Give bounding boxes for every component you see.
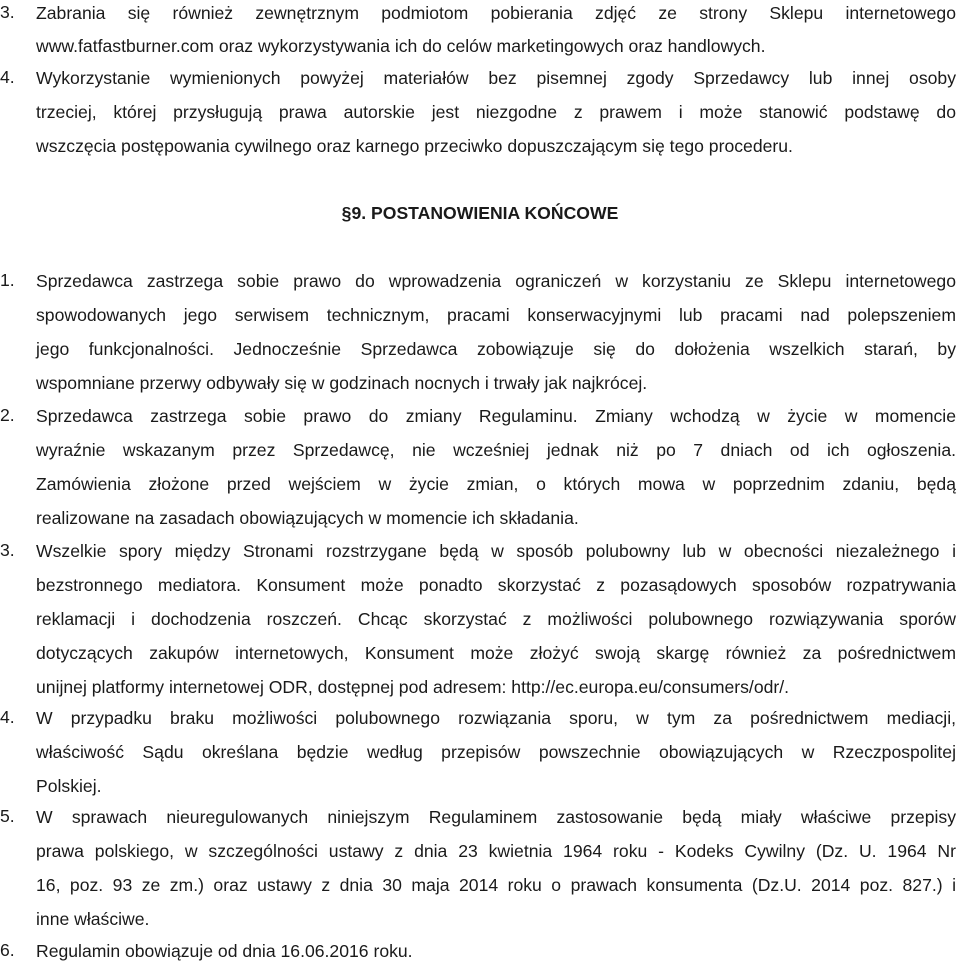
item-number: 3. [0, 2, 15, 22]
item-line: Polskiej. [36, 776, 102, 796]
item-line: Sprzedawca zastrzega sobie prawo do wprowadzenia ograniczeń w korzystaniu ze Sklepu internetowego [36, 271, 956, 291]
item-number: 4. [0, 707, 15, 727]
item-line: 16, poz. 93 ze zm.) oraz ustawy z dnia 30 maja 2014 roku o prawach konsumenta (Dz.U. 2014 poz. 827.) i [36, 875, 956, 895]
item-line: W sprawach nieuregulowanych niniejszym Regulaminem zastosowanie będą miały właściwe przepisy [36, 807, 956, 827]
item-line: Wykorzystanie wymienionych powyżej materiałów bez pisemnej zgody Sprzedawcy lub innej osoby [36, 68, 956, 88]
item-line: Regulamin obowiązuje od dnia 16.06.2016 roku. [36, 941, 413, 961]
item-number: 3. [0, 540, 15, 560]
item-line: realizowane na zasadach obowiązujących w momencie ich składania. [36, 508, 579, 528]
item-number: 6. [0, 940, 15, 960]
item-line: Zamówienia złożone przed wejściem w życie zmian, o których mowa w poprzednim zdaniu, będą [36, 474, 956, 494]
section-heading: §9. POSTANOWIENIA KOŃCOWE [341, 203, 619, 223]
item-number: 2. [0, 405, 15, 425]
item-line: W przypadku braku możliwości polubownego rozwiązania sporu, w tym za pośrednictwem mediacji, [36, 708, 956, 728]
item-line: wyraźnie wskazanym przez Sprzedawcę, nie wcześniej jednak niż po 7 dniach od ich ogłoszenia. [36, 440, 956, 460]
item-number: 4. [0, 67, 15, 87]
item-number: 1. [0, 270, 15, 290]
item-number: 5. [0, 806, 15, 826]
item-line: wszczęcia postępowania cywilnego oraz karnego przeciwko dopuszczającym się tego procederu. [36, 136, 793, 156]
item-line: wspomniane przerwy odbywały się w godzinach nocnych i trwały jak najkrócej. [36, 373, 648, 393]
item-line: bezstronnego mediatora. Konsument może ponadto skorzystać z pozasądowych sposobów rozpatrywania [36, 575, 956, 595]
item-line: dotyczących zakupów internetowych, Konsument może złożyć swoją skargę również za pośrednictwem [36, 643, 956, 663]
item-line: Wszelkie spory między Stronami rozstrzygane będą w sposób polubowny lub w obecności niezależnego i [36, 541, 956, 561]
item-line: spowodowanych jego serwisem technicznym, pracami konserwacyjnymi lub pracami nad polepszeniem [36, 305, 956, 325]
item-line: inne właściwe. [36, 909, 150, 929]
item-line: trzeciej, której przysługują prawa autorskie jest niezgodne z prawem i może stanowić podstawę do [36, 102, 956, 122]
item-line: właściwość Sądu określana będzie według przepisów powszechnie obowiązujących w Rzeczpospolitej [36, 742, 956, 762]
item-line: www.fatfastburner.com oraz wykorzystywania ich do celów marketingowych oraz handlowych. [36, 36, 766, 56]
item-line: prawa polskiego, w szczególności ustawy z dnia 23 kwietnia 1964 roku - Kodeks Cywilny (Dz. U. 1964 Nr [36, 841, 956, 861]
item-line: Zabrania się również zewnętrznym podmiotom pobierania zdjęć ze strony Sklepu internetowego [36, 3, 956, 23]
item-line: unijnej platformy internetowej ODR, dostępnej pod adresem: http://ec.europa.eu/consumers/odr/. [36, 677, 790, 697]
item-line: Sprzedawca zastrzega sobie prawo do zmiany Regulaminu. Zmiany wchodzą w życie w momencie [36, 406, 956, 426]
item-line: jego funkcjonalności. Jednocześnie Sprzedawca zobowiązuje się do dołożenia wszelkich starań, by [36, 339, 956, 359]
item-line: reklamacji i dochodzenia roszczeń. Chcąc skorzystać z możliwości polubownego rozwiązywania sporów [36, 609, 956, 629]
